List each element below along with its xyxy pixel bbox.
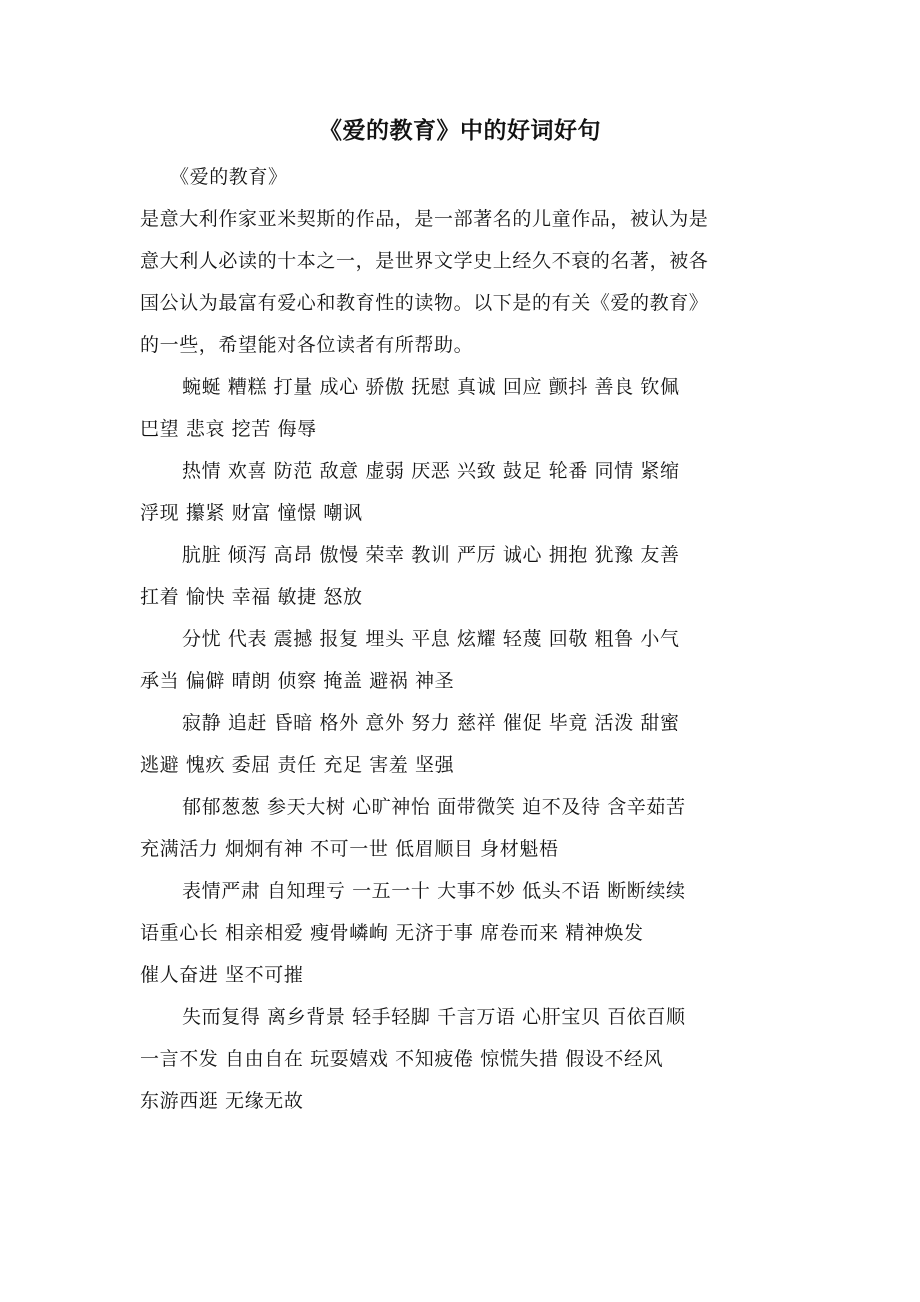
idiom-group-line: 语重心长 相亲相爱 瘦骨嶙峋 无济于事 席卷而来 精神焕发: [140, 922, 644, 944]
word-group-line: 蜿蜒 糟糕 打量 成心 骄傲 抚慰 真诚 回应 颤抖 善良 钦佩: [182, 376, 680, 398]
intro-line: 意大利人必读的十本之一，是世界文学史上经久不衰的名著，被各: [140, 250, 709, 272]
word-group-line: 分忧 代表 震撼 报复 埋头 平息 炫耀 轻蔑 回敬 粗鲁 小气: [182, 628, 680, 650]
word-group-line: 巴望 悲哀 挖苦 侮辱: [140, 418, 317, 440]
intro-line: 的一些，希望能对各位读者有所帮助。: [140, 334, 474, 356]
word-group-line: 热情 欢喜 防范 敌意 虚弱 厌恶 兴致 鼓足 轮番 同情 紧缩: [182, 460, 680, 482]
word-group-line: 寂静 追赶 昏暗 格外 意外 努力 慈祥 催促 毕竟 活泼 甜蜜: [182, 712, 680, 734]
idiom-group-line: 催人奋进 坚不可摧: [140, 964, 304, 986]
word-group-line: 逃避 愧疚 委屈 责任 充足 害羞 坚强: [140, 754, 455, 776]
word-group-line: 浮现 攥紧 财富 憧憬 嘲讽: [140, 502, 363, 524]
word-group-line: 扛着 愉快 幸福 敏捷 怒放: [140, 586, 363, 608]
idiom-group-line: 失而复得 离乡背景 轻手轻脚 千言万语 心肝宝贝 百依百顺: [182, 1006, 686, 1028]
idiom-group-line: 充满活力 炯炯有神 不可一世 低眉顺目 身材魁梧: [140, 838, 559, 860]
intro-line: 是意大利作家亚米契斯的作品，是一部著名的儿童作品，被认为是: [140, 208, 709, 230]
word-group-line: 承当 偏僻 晴朗 侦察 掩盖 避祸 神圣: [140, 670, 455, 692]
idiom-group-line: 表情严肃 自知理亏 一五一十 大事不妙 低头不语 断断续续: [182, 880, 686, 902]
idiom-group-line: 一言不发 自由自在 玩耍嬉戏 不知疲倦 惊慌失措 假设不经风: [140, 1048, 664, 1070]
document-title: 《爱的教育》中的好词好句: [319, 117, 601, 144]
idiom-group-line: 郁郁葱葱 参天大树 心旷神怡 面带微笑 迫不及待 含辛茹苦: [182, 796, 686, 818]
idiom-group-line: 东游西逛 无缘无故: [140, 1090, 304, 1112]
word-group-line: 肮脏 倾泻 高昂 傲慢 荣幸 教训 严厉 诚心 拥抱 犹豫 友善: [182, 544, 680, 566]
document-body: [140, 156, 780, 1122]
book-name: 《爱的教育》: [170, 166, 288, 188]
intro-line: 国公认为最富有爱心和教育性的读物。以下是的有关《爱的教育》: [140, 292, 709, 314]
